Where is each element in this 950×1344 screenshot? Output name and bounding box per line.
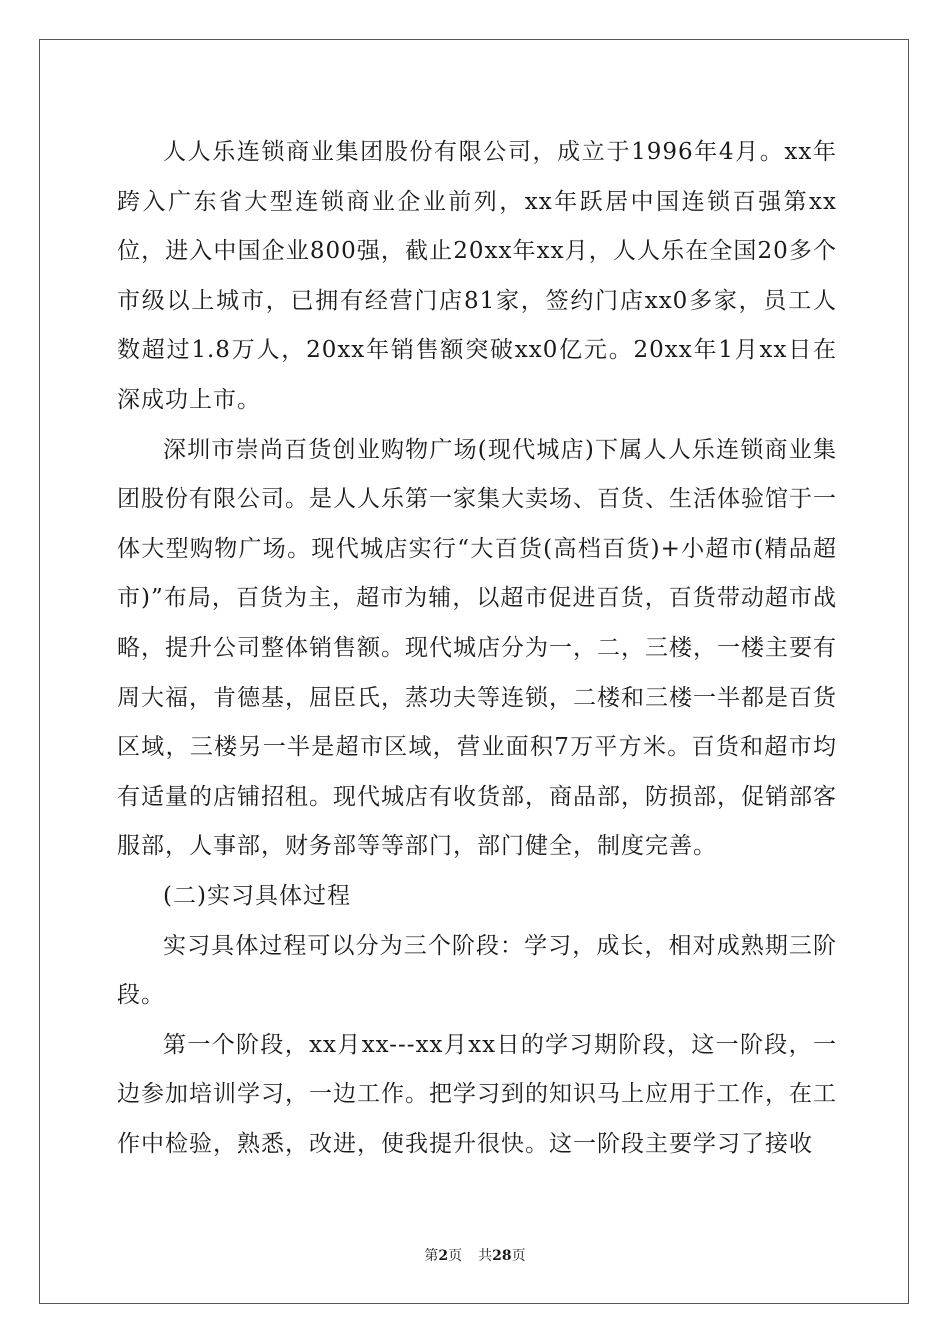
paragraph-store-intro: 深圳市崇尚百货创业购物广场(现代城店)下属人人乐连锁商业集团股份有限公司。是人人乐第一家集大卖场、百货、生活体验馆于一体大型购物广场。现代城店实行“大百货(高档百货)+小超市(精品超市)”布局，百货为主，超市为辅，以超市促进百货，百货带动超市战略，提升公司整体销售额。现代城店分为一，二，三楼，一楼主要有周大福，肯德基，屈臣氏，蒸功夫等连锁，二楼和三楼一半都是百货区域，三楼另一半是超市区域，营业面积7万平方米。百货和超市均有适量的店铺招租。现代城店有收货部，商品部，防损部，促销部客服部，人事部，财务部等等部门，部门健全，制度完善。 (117, 436, 837, 860)
paragraph-company-intro: 人人乐连锁商业集团股份有限公司，成立于1996年4月。xx年跨入广东省大型连锁商业企业前列，xx年跃居中国连锁百强第xx位，进入中国企业800强，截止20xx年xx月，人人乐在全国20多个市级以上城市，已拥有经营门店81家，签约门店xx0多家，员工人数超过1.8万人，20xx年销售额突破xx0亿元。20xx年1月xx日在深成功上市。 (117, 139, 837, 413)
paragraph-process-overview: 实习具体过程可以分为三个阶段：学习，成长，相对成熟期三阶段。 (117, 932, 837, 1009)
document-body (117, 128, 837, 1169)
page-footer (0, 1245, 950, 1265)
total-pages: 共28页 (478, 1248, 526, 1264)
section-heading: (二)实习具体过程 (163, 882, 351, 909)
page-number: 第2页 (424, 1248, 463, 1264)
paragraph-first-stage: 第一个阶段，xx月xx---xx月xx日的学习期阶段，这一阶段，一边参加培训学习，一边工作。把学习到的知识马上应用于工作，在工作中检验，熟悉，改进，使我提升很快。这一阶段主要学习了接收 (117, 1031, 837, 1157)
